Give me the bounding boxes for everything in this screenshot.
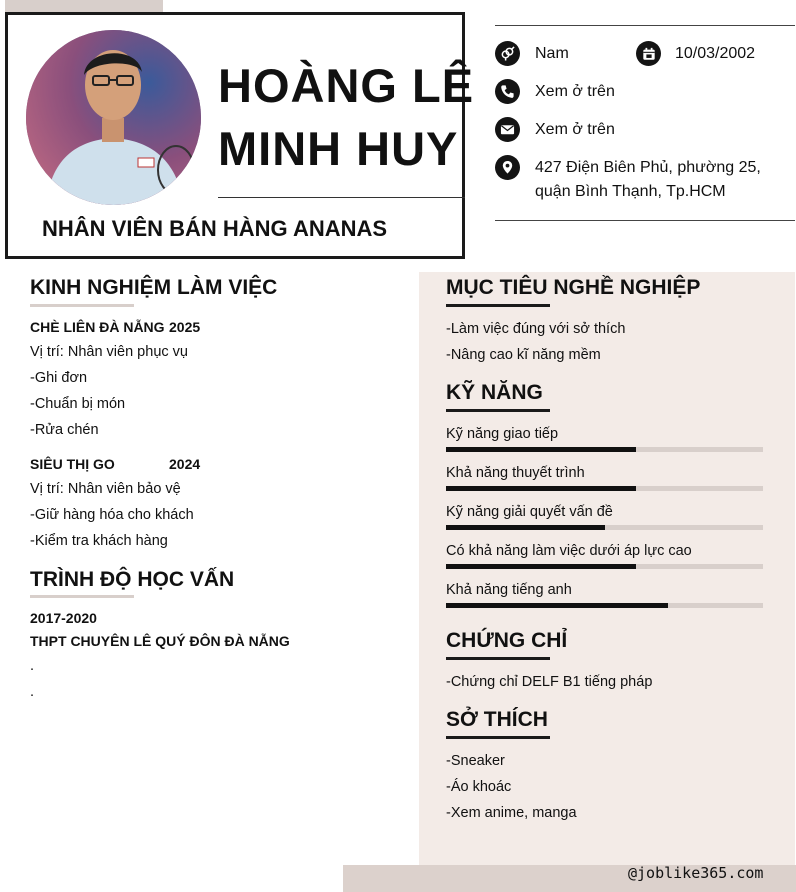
- skill-bar: [446, 603, 763, 608]
- certificate-item: -Chứng chỉ DELF B1 tiếng pháp: [446, 674, 653, 690]
- full-name-line-2: MINH HUY: [218, 122, 459, 175]
- gender-icon: [495, 41, 520, 66]
- skill-name: Có khả năng làm việc dưới áp lực cao: [446, 543, 692, 559]
- section-title-hobbies: SỞ THÍCH: [446, 708, 548, 731]
- job-year: 2025: [169, 319, 201, 335]
- full-name-line-1: HOÀNG LÊ: [218, 59, 475, 112]
- section-title-certificates: CHỨNG CHỈ: [446, 629, 568, 652]
- hobby-item: -Sneaker: [446, 753, 505, 769]
- hobby-item: -Xem anime, manga: [446, 805, 577, 821]
- education-note: .: [30, 658, 35, 674]
- education-period: 2017-2020: [30, 610, 97, 626]
- calendar-icon: [636, 41, 661, 66]
- section-underline: [446, 304, 550, 307]
- birthday-value: 10/03/2002: [675, 45, 756, 62]
- avatar: [26, 30, 201, 205]
- skill-bar-fill: [446, 603, 668, 608]
- contact-divider-top: [495, 25, 795, 26]
- divider: [218, 197, 465, 198]
- job-duty: -Kiểm tra khách hàng: [30, 533, 168, 549]
- skill-name: Khả năng thuyết trình: [446, 465, 585, 481]
- skill-bar-fill: [446, 564, 636, 569]
- job-duty: -Rửa chén: [30, 422, 99, 438]
- email-value: Xem ở trên: [535, 121, 615, 138]
- section-title-experience: KINH NGHIỆM LÀM VIỆC: [30, 276, 278, 299]
- skill-name: Kỹ năng giao tiếp: [446, 426, 559, 442]
- job-title: NHÂN VIÊN BÁN HÀNG ANANAS: [42, 216, 388, 241]
- job-company: SIÊU THỊ GO: [30, 456, 115, 472]
- contact-divider-bottom: [495, 220, 795, 221]
- skill-bar: [446, 486, 763, 491]
- section-title-objective: MỤC TIÊU NGHỀ NGHIỆP: [446, 276, 701, 299]
- objective-item: -Làm việc đúng với sở thích: [446, 321, 626, 337]
- address-line-2: quận Bình Thạnh, Tp.HCM: [535, 183, 726, 200]
- job-duty: -Giữ hàng hóa cho khách: [30, 507, 194, 523]
- section-title-education: TRÌNH ĐỘ HỌC VẤN: [30, 568, 235, 591]
- hobby-item: -Áo khoác: [446, 779, 512, 795]
- education-note: .: [30, 684, 35, 700]
- education-school: THPT CHUYÊN LÊ QUÝ ĐÔN ĐÀ NẴNG: [30, 633, 290, 649]
- skill-name: Kỹ năng giải quyết vấn đề: [446, 504, 613, 520]
- section-underline: [446, 736, 550, 739]
- job-duty: -Chuẩn bị món: [30, 396, 126, 412]
- phone-icon: [495, 79, 520, 104]
- skill-bar-fill: [446, 525, 605, 530]
- section-title-skills: KỸ NĂNG: [446, 381, 543, 404]
- skill-bar-fill: [446, 447, 636, 452]
- address-line-1: 427 Điện Biên Phủ, phường 25,: [535, 159, 761, 176]
- section-underline: [30, 595, 134, 598]
- section-underline: [30, 304, 134, 307]
- section-underline: [446, 657, 550, 660]
- skill-bar: [446, 525, 763, 530]
- avatar-photo: [26, 30, 201, 205]
- skill-bar: [446, 564, 763, 569]
- skill-bar: [446, 447, 763, 452]
- job-position: Vị trí: Nhân viên phục vụ: [30, 344, 188, 360]
- skill-name: Khả năng tiếng anh: [446, 582, 572, 598]
- job-position: Vị trí: Nhân viên bảo vệ: [30, 481, 181, 497]
- email-icon: [495, 117, 520, 142]
- skill-bar-fill: [446, 486, 636, 491]
- job-year: 2024: [169, 456, 201, 472]
- footer-watermark: @joblike365.com: [628, 864, 764, 882]
- location-pin-icon: [495, 155, 520, 180]
- objective-item: -Nâng cao kĩ năng mềm: [446, 347, 601, 363]
- phone-value: Xem ở trên: [535, 83, 615, 100]
- gender-value: Nam: [535, 45, 569, 62]
- section-underline: [446, 409, 550, 412]
- job-duty: -Ghi đơn: [30, 370, 88, 386]
- job-company: CHÈ LIÊN ĐÀ NẴNG: [30, 319, 165, 335]
